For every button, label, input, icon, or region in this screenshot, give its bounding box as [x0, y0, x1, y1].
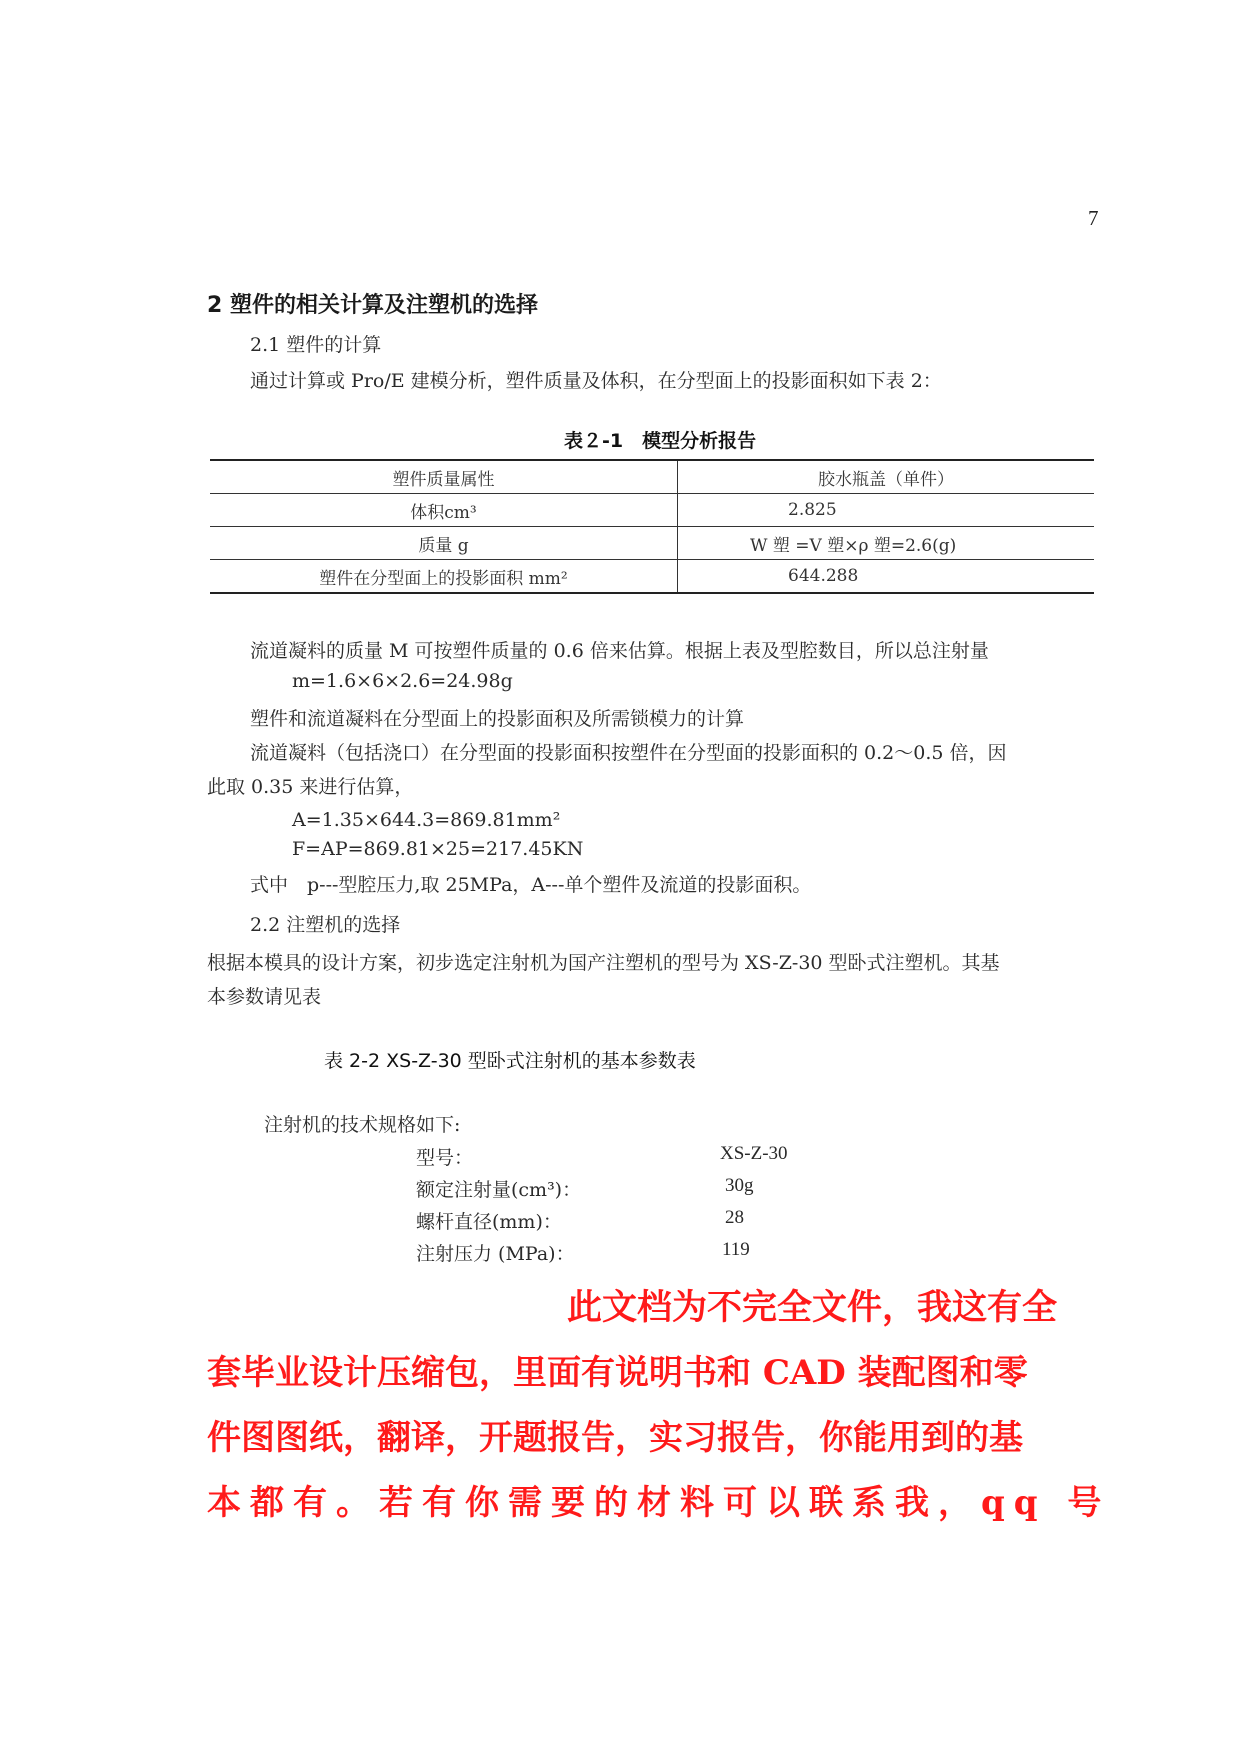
table-row — [210, 560, 1094, 594]
force-formula: F=AP=869.81×25=217.45KN — [292, 838, 584, 860]
projection-heading: 塑件和流道凝料在分型面上的投影面积及所需锁模力的计算 — [250, 708, 745, 730]
intro-paragraph: 通过计算或 Pro/E 建模分析，塑件质量及体积，在分型面上的投影面积如下表 2： — [250, 370, 942, 392]
notice-line: 件图图纸，翻译，开题报告，实习报告，你能用到的基 — [207, 1418, 1023, 1458]
spec-label: 额定注射量(cm³)： — [416, 1179, 582, 1201]
table2-caption: 表 2-2 XS-Z-30 型卧式注射机的基本参数表 — [324, 1050, 696, 1072]
spec-label: 螺杆直径(mm)： — [416, 1211, 562, 1233]
machine-paragraph-line1: 根据本模具的设计方案，初步选定注射机为国产注塑机的型号为 XS-Z-30 型卧式注塑机。其基 — [207, 952, 1000, 974]
table-cell-label: 质量 g — [210, 527, 678, 560]
notice-line: 套毕业设计压缩包，里面有说明书和 CAD 装配图和零 — [207, 1353, 1028, 1393]
section-heading: 2 塑件的相关计算及注塑机的选择 — [207, 293, 538, 318]
notice-line: 本都有。若有你需要的材料可以联系我，qq 号 — [207, 1483, 1111, 1523]
machine-paragraph-line2: 本参数请见表 — [207, 986, 322, 1008]
table-row — [210, 494, 1094, 527]
table-cell-label: 塑件在分型面上的投影面积 mm² — [210, 560, 678, 594]
spec-value: 28 — [725, 1207, 744, 1228]
runner-mass-paragraph: 流道凝料的质量 M 可按塑件质量的 0.6 倍来估算。根据上表及型腔数目，所以总注射量 — [250, 640, 989, 662]
table-cell-value: 2.825 — [678, 494, 1095, 527]
subsection-heading-2-2: 2.2 注塑机的选择 — [250, 914, 401, 936]
table1-caption: 表２-1 模型分析报告 — [564, 430, 757, 452]
table-header-cell: 塑件质量属性 — [210, 460, 678, 494]
runner-projection-line1: 流道凝料（包括浇口）在分型面的投影面积按塑件在分型面的投影面积的 0.2～0.5 倍，因 — [250, 742, 1007, 764]
notice-line: 此文档为不完全文件，我这有全 — [567, 1287, 1058, 1328]
table-header-cell: 胶水瓶盖（单件） — [678, 460, 1095, 494]
page-number: 7 — [1088, 206, 1099, 230]
spec-value: 119 — [722, 1239, 750, 1260]
table-cell-value: 644.288 — [678, 560, 1095, 594]
table-cell-value: W 塑 =V 塑×ρ 塑=2.6(g) — [678, 527, 1095, 560]
table-row — [210, 527, 1094, 560]
spec-label: 注射压力 (MPa)： — [416, 1243, 575, 1265]
table-header-row — [210, 460, 1094, 494]
runner-projection-line2: 此取 0.35 来进行估算， — [207, 776, 414, 798]
table-cell-label: 体积cm³ — [210, 494, 678, 527]
spec-value: 30g — [725, 1175, 754, 1196]
total-shot-formula: m=1.6×6×2.6=24.98g — [292, 670, 513, 692]
area-formula: A=1.35×644.3=869.81mm² — [292, 809, 561, 831]
spec-label: 型号： — [416, 1147, 474, 1169]
formula-note: 式中 p---型腔压力,取 25MPa，A---单个塑件及流道的投影面积。 — [250, 874, 812, 896]
subsection-heading-2-1: 2.1 塑件的计算 — [250, 334, 382, 356]
spec-value: XS-Z-30 — [720, 1143, 788, 1164]
model-analysis-table — [210, 459, 1094, 594]
specs-intro: 注射机的技术规格如下: — [264, 1114, 461, 1136]
